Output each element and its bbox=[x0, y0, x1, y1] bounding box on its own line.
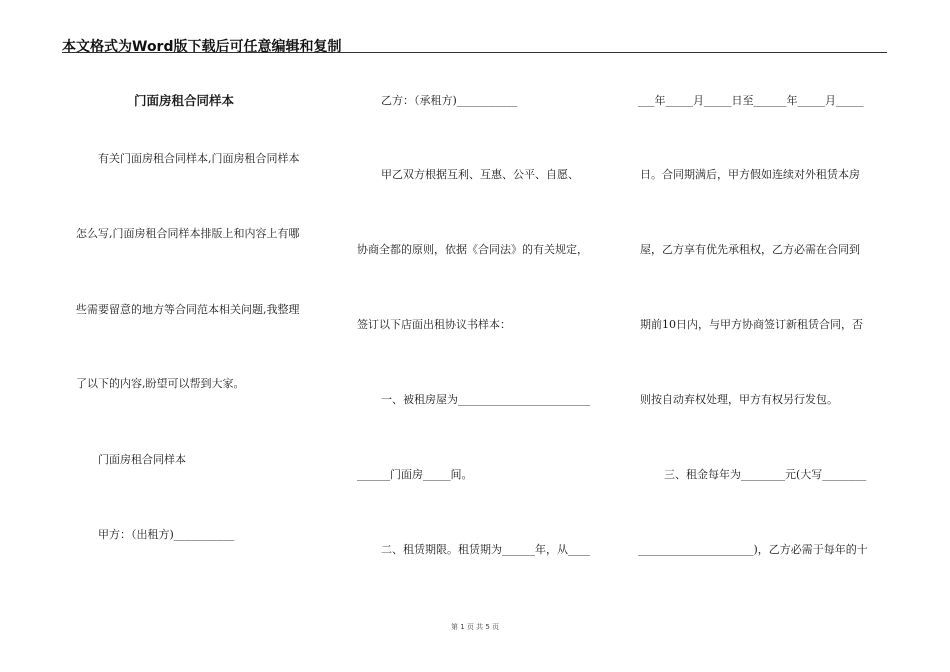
clause-line: ______门面房_____间。 bbox=[357, 468, 473, 481]
paragraph-line: 有关门面房租合同样本,门面房租合同样本 bbox=[98, 152, 300, 165]
paragraph-line: 则按自动弃权处理，甲方有权另行发包。 bbox=[640, 393, 838, 406]
paragraph-line: 日。合同期满后，甲方假如连续对外租赁本房 bbox=[640, 168, 860, 181]
paragraph-line: 期前10日内，与甲方协商签订新租赁合同，否 bbox=[640, 318, 863, 331]
clause-line: 二、租赁期限。租赁期为______年，从____ bbox=[381, 543, 590, 556]
clause-line: 一、被租房屋为________________________ bbox=[381, 393, 590, 406]
text-column-1 bbox=[72, 60, 332, 620]
paragraph-line: 甲乙双方根据互利、互惠、公平、自愿、 bbox=[381, 168, 579, 181]
document-banner: 本文格式为Word版下载后可任意编辑和复制 bbox=[62, 39, 342, 55]
paragraph-line: 些需要留意的地方等合同范本相关问题,我整理 bbox=[76, 303, 300, 316]
clause-line: 三、租金每年为________元(大写________ bbox=[664, 468, 867, 481]
header-divider bbox=[62, 52, 887, 53]
paragraph-line: 协商全都的原则，依据《合同法》的有关规定， bbox=[357, 243, 588, 256]
paragraph-line: 签订以下店面出租协议书样本： bbox=[357, 318, 511, 331]
section-heading: 门面房租合同样本 bbox=[98, 453, 186, 466]
page-number: 第 1 页 共 5 页 bbox=[450, 623, 500, 631]
text-column-3 bbox=[636, 60, 894, 620]
text-column-2 bbox=[355, 60, 613, 620]
paragraph-line: 怎么写,门面房租合同样本排版上和内容上有哪 bbox=[76, 227, 300, 240]
clause-line: _____________________)，乙方必需于每年的十 bbox=[638, 543, 868, 556]
party-a-line: 甲方：（出租方)___________ bbox=[98, 528, 235, 541]
paragraph-line: 了以下的内容,盼望可以帮到大家。 bbox=[76, 377, 245, 390]
party-b-line: 乙方：（承租方)___________ bbox=[381, 94, 518, 107]
paragraph-line: ___年_____月_____日至______年_____月_____ bbox=[638, 94, 864, 107]
document-title: 门面房租合同样本 bbox=[134, 93, 235, 108]
paragraph-line: 屋，乙方享有优先承租权，乙方必需在合同到 bbox=[640, 243, 860, 256]
